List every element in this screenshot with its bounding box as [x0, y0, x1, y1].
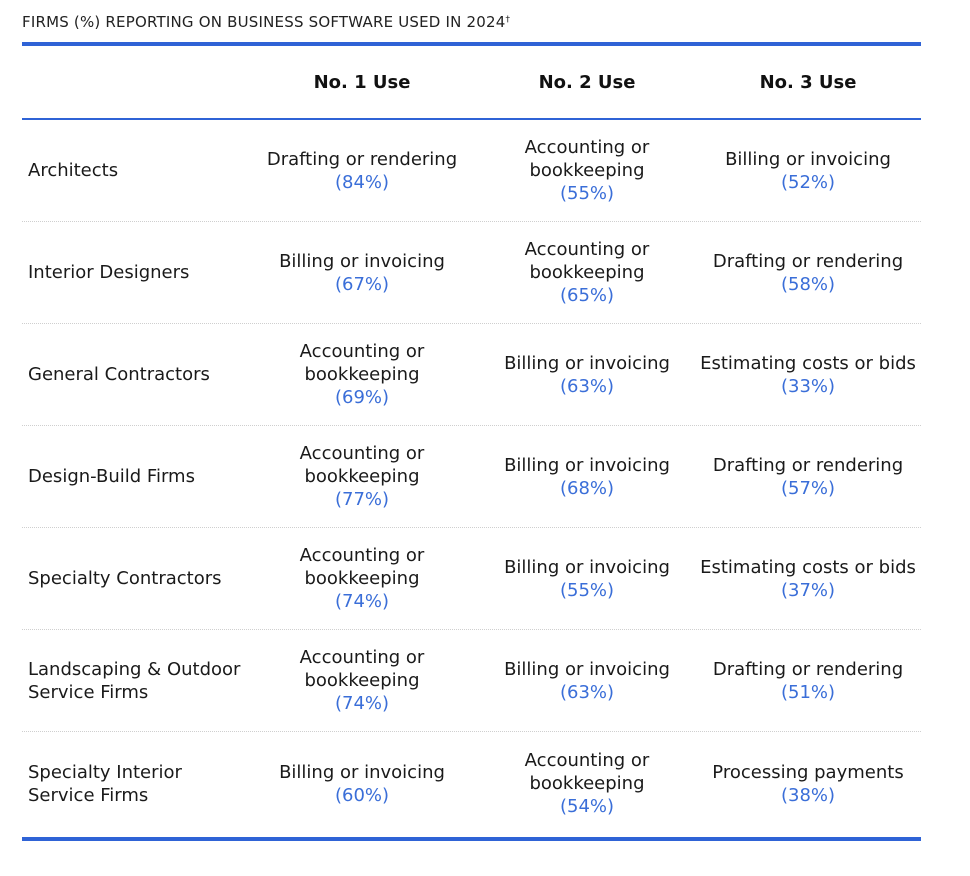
use-label: Billing or invoicing	[504, 556, 670, 578]
use-cell-no1	[257, 528, 467, 629]
use-percent: (68%)	[559, 477, 615, 499]
use-cell-no3	[694, 732, 922, 835]
table-row	[22, 120, 921, 222]
bottom-rule	[22, 837, 921, 841]
table-row	[22, 732, 921, 835]
table-body	[22, 120, 921, 835]
use-label: Billing or invoicing	[279, 761, 445, 783]
use-label: Estimating costs or bids	[700, 556, 916, 578]
column-header-no1: No. 1 Use	[313, 71, 411, 93]
use-label: Billing or invoicing	[279, 250, 445, 272]
use-cell-no1	[257, 120, 467, 221]
column-header-no3: No. 3 Use	[759, 71, 857, 93]
use-cell-no2	[482, 732, 692, 835]
use-label: Accounting or bookkeeping	[524, 137, 650, 181]
use-percent: (37%)	[780, 579, 836, 601]
use-cell-no1	[257, 324, 467, 425]
use-percent: (77%)	[334, 489, 390, 510]
use-label: Accounting or bookkeeping	[299, 341, 425, 385]
table-title-text: FIRMS (%) REPORTING ON BUSINESS SOFTWARE USED IN 2024	[22, 13, 506, 31]
use-label: Accounting or bookkeeping	[524, 750, 650, 794]
use-cell-no2	[482, 630, 692, 731]
use-percent: (69%)	[334, 387, 390, 408]
table-title	[22, 13, 510, 31]
use-percent: (51%)	[780, 681, 836, 703]
table-row	[22, 528, 921, 630]
use-percent: (33%)	[780, 375, 836, 397]
use-label: Accounting or bookkeeping	[299, 647, 425, 691]
firm-cell	[28, 120, 268, 221]
use-cell-no2	[482, 528, 692, 629]
firm-label: Landscaping & Outdoor Service Firms	[28, 658, 241, 703]
use-cell-no2	[482, 324, 692, 425]
table-row	[22, 630, 921, 732]
firm-cell	[28, 426, 268, 527]
use-percent: (84%)	[334, 171, 390, 193]
column-header-no2: No. 2 Use	[538, 71, 636, 93]
use-cell-no1	[257, 630, 467, 731]
use-cell-no3	[694, 324, 922, 425]
use-label: Accounting or bookkeeping	[524, 239, 650, 283]
use-cell-no3	[694, 630, 922, 731]
table-row	[22, 426, 921, 528]
firm-label: Specialty Contractors	[28, 568, 222, 589]
use-percent: (74%)	[334, 591, 390, 612]
use-percent: (55%)	[559, 183, 615, 204]
use-percent: (63%)	[559, 375, 615, 397]
use-percent: (65%)	[559, 285, 615, 306]
use-cell-no2	[482, 426, 692, 527]
firm-label: Architects	[28, 160, 119, 181]
firm-label: Specialty Interior Service Firms	[28, 761, 182, 806]
firm-cell	[28, 528, 268, 629]
use-cell-no3	[694, 528, 922, 629]
use-label: Billing or invoicing	[504, 658, 670, 680]
use-percent: (60%)	[334, 784, 390, 806]
use-percent: (67%)	[334, 273, 390, 295]
use-percent: (54%)	[559, 796, 615, 817]
firm-cell	[28, 222, 268, 323]
use-cell-no3	[694, 120, 922, 221]
use-percent: (38%)	[780, 784, 836, 806]
use-cell-no3	[694, 222, 922, 323]
firm-cell	[28, 324, 268, 425]
firm-label: General Contractors	[28, 364, 210, 385]
table-row	[22, 222, 921, 324]
table-header	[22, 46, 921, 118]
use-percent: (55%)	[559, 579, 615, 601]
use-label: Accounting or bookkeeping	[299, 443, 425, 487]
use-cell-no2	[482, 120, 692, 221]
use-label: Drafting or rendering	[712, 658, 904, 680]
firm-cell	[28, 630, 268, 731]
use-percent: (58%)	[780, 273, 836, 295]
use-cell-no3	[694, 426, 922, 527]
use-label: Drafting or rendering	[712, 250, 904, 272]
use-label: Billing or invoicing	[504, 454, 670, 476]
firm-cell	[28, 732, 268, 835]
use-label: Estimating costs or bids	[700, 352, 916, 374]
use-percent: (57%)	[780, 477, 836, 499]
use-cell-no2	[482, 222, 692, 323]
use-label: Billing or invoicing	[725, 148, 891, 170]
use-cell-no1	[257, 732, 467, 835]
firm-label: Interior Designers	[28, 262, 190, 283]
use-label: Billing or invoicing	[504, 352, 670, 374]
table-row	[22, 324, 921, 426]
title-footnote-mark: †	[505, 15, 511, 25]
use-cell-no1	[257, 222, 467, 323]
use-label: Processing payments	[712, 761, 904, 783]
firm-label: Design-Build Firms	[28, 466, 195, 487]
use-percent: (63%)	[559, 681, 615, 703]
use-label: Accounting or bookkeeping	[299, 545, 425, 589]
use-label: Drafting or rendering	[266, 148, 458, 170]
use-percent: (74%)	[334, 693, 390, 714]
use-cell-no1	[257, 426, 467, 527]
use-percent: (52%)	[780, 171, 836, 193]
use-label: Drafting or rendering	[712, 454, 904, 476]
